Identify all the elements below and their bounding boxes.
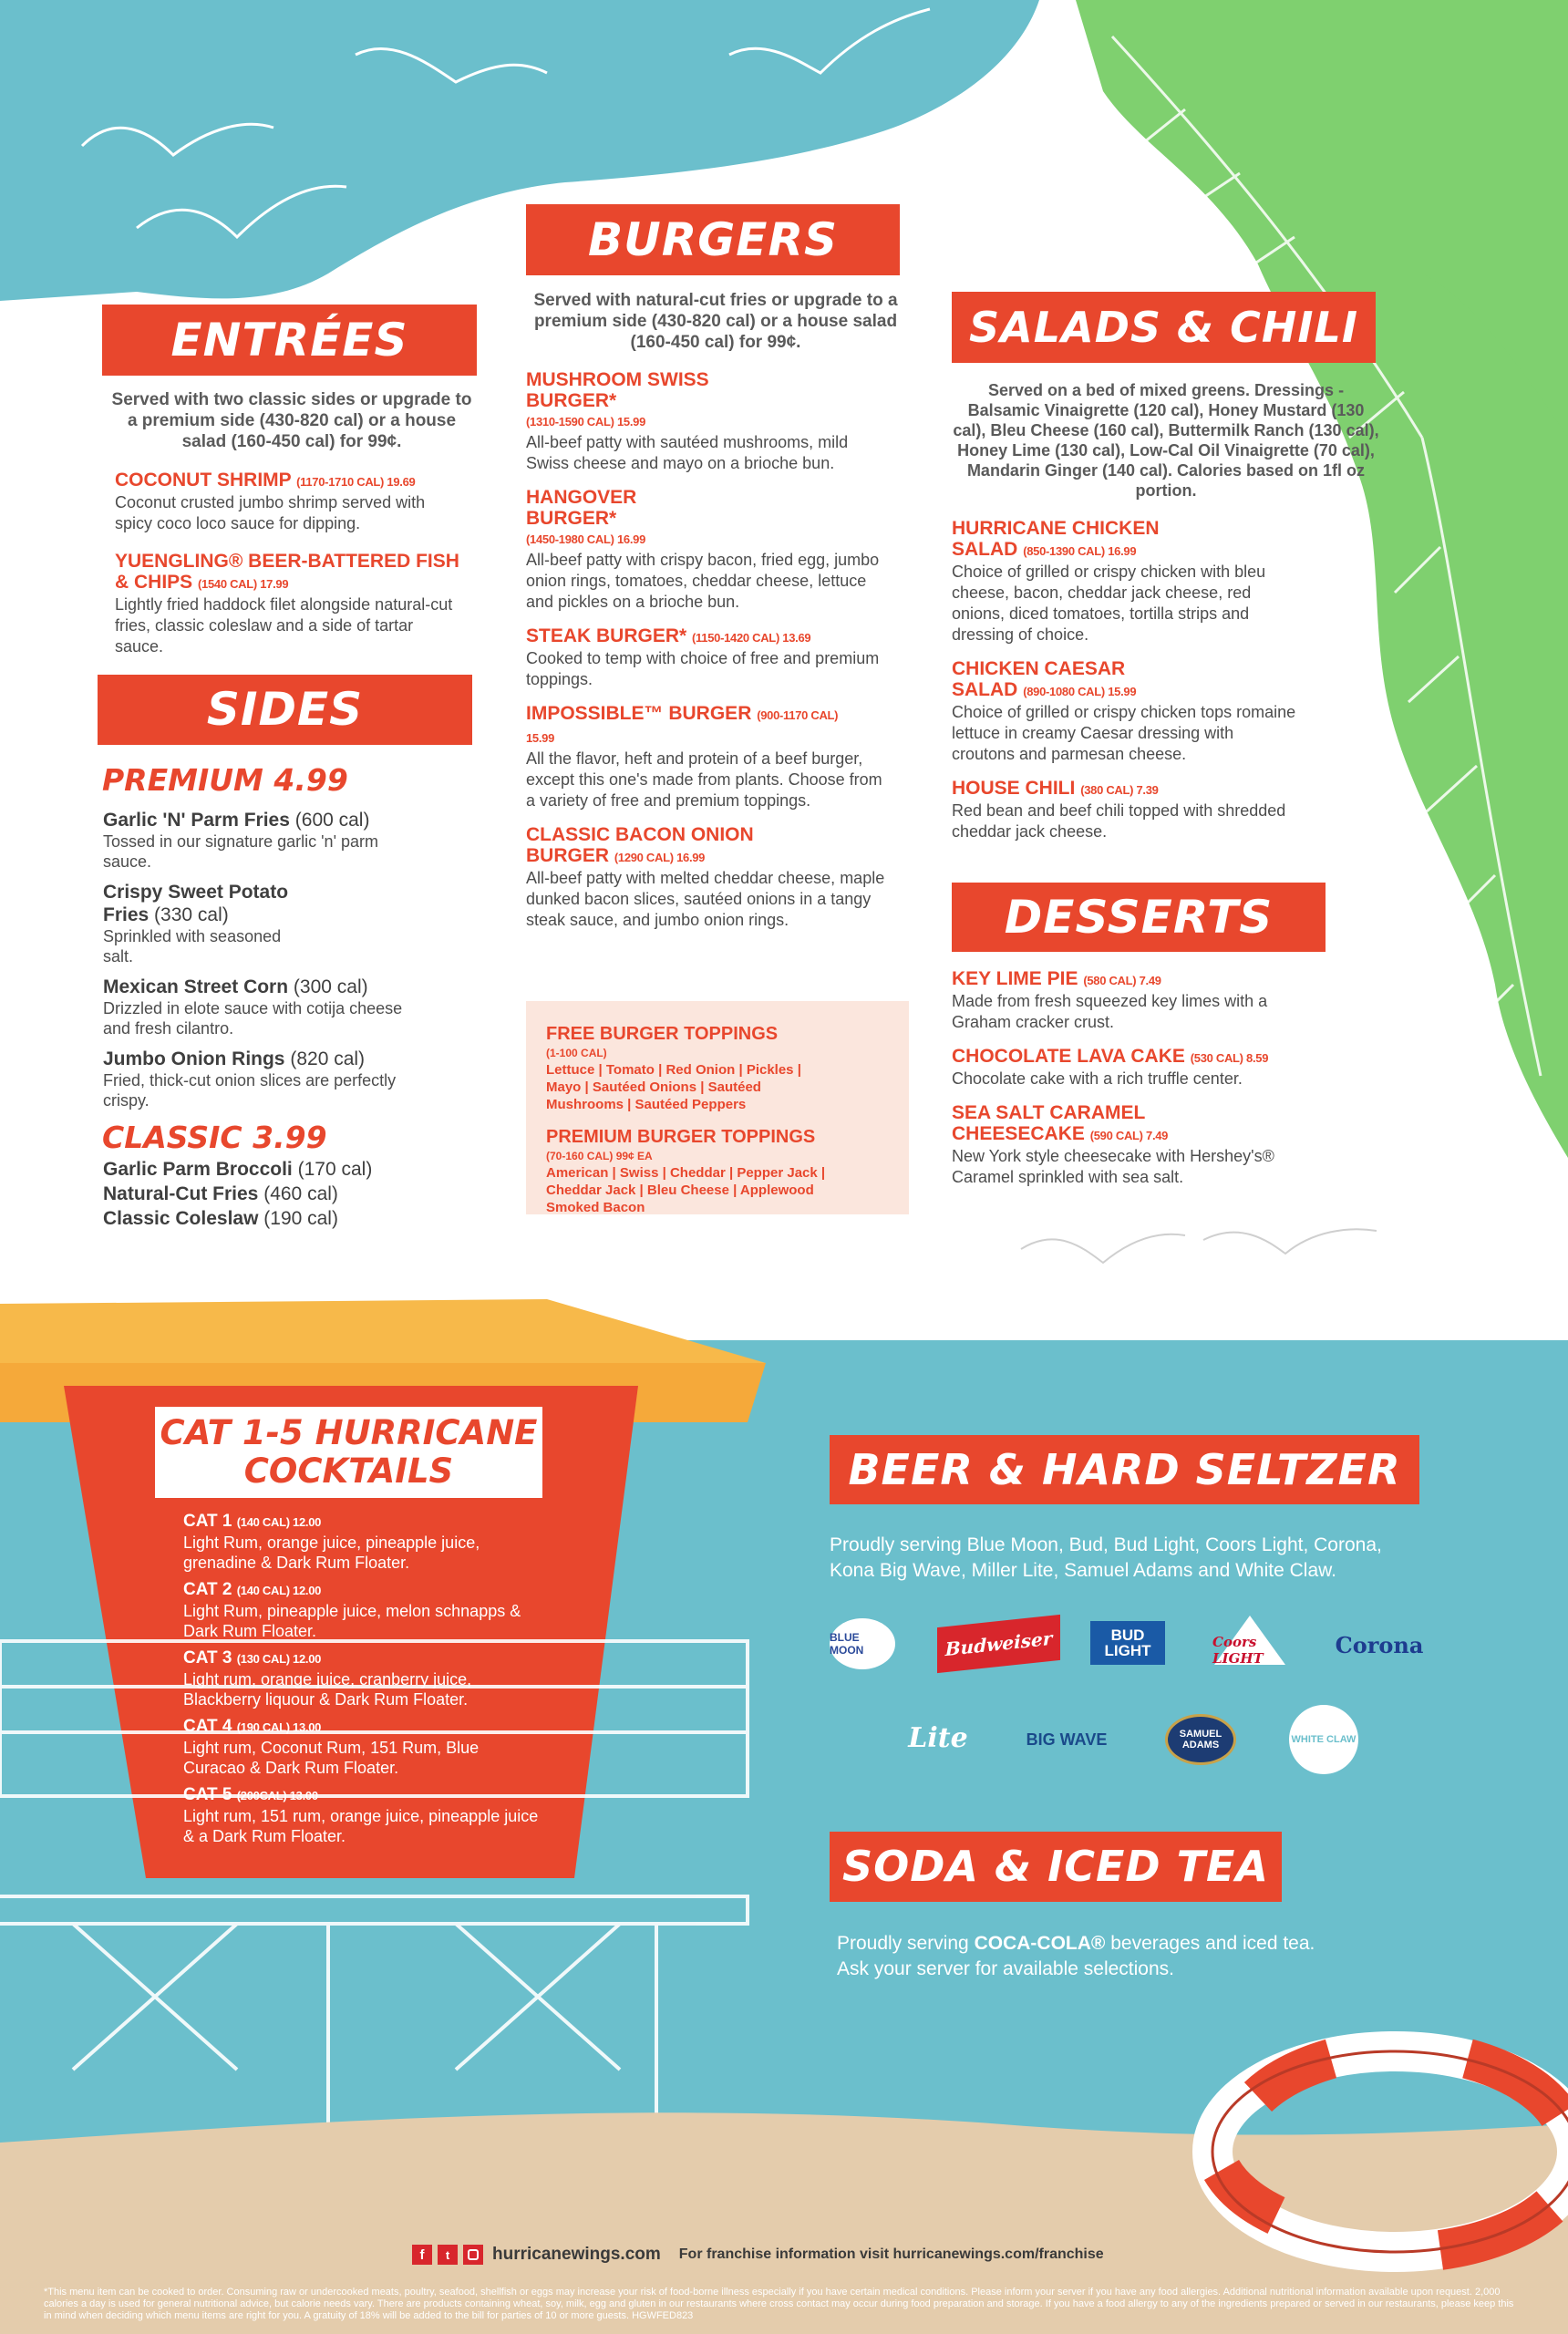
salad-item bbox=[952, 778, 1298, 842]
burgers-header bbox=[526, 204, 900, 275]
dessert-desc: Chocolate cake with a rich truffle center. bbox=[952, 1069, 1243, 1088]
twitter-icon[interactable]: t bbox=[438, 2245, 458, 2265]
burger-desc: All-beef patty with crispy bacon, fried egg, jumbo onion rings, tomatoes, cheddar cheese, lettuce and pickles on a brioche bun. bbox=[526, 551, 880, 611]
burger-cal-price: (1450-1980 CAL) 16.99 bbox=[526, 532, 646, 546]
white-claw-logo: WHITE CLAW bbox=[1289, 1705, 1358, 1774]
cocktail-name: CAT 2 bbox=[183, 1580, 232, 1599]
cocktail-desc: Light Rum, pineapple juice, melon schnapps & Dark Rum Floater. bbox=[183, 1602, 521, 1640]
desserts-header bbox=[952, 883, 1326, 952]
salad-name: CHICKEN CAESAR SALAD bbox=[952, 658, 1126, 700]
free-toppings-list: Lettuce | Tomato | Red Onion | Pickles | Mayo | Sautéed Onions | Sautéed Mushrooms | Sautéed Peppers bbox=[546, 1062, 801, 1112]
side-cal: (170 cal) bbox=[297, 1159, 373, 1180]
cocktail-cal-price: (130 CAL) 12.00 bbox=[236, 1652, 322, 1666]
cocktail-cal-price: (140 CAL) 12.00 bbox=[236, 1515, 322, 1529]
dessert-cal-price: (580 CAL) 7.49 bbox=[1083, 974, 1161, 987]
cocktail-item bbox=[183, 1512, 539, 1573]
burger-item bbox=[526, 487, 891, 613]
sides-classic-list bbox=[103, 1158, 404, 1230]
soda-header bbox=[830, 1832, 1282, 1902]
dessert-item bbox=[952, 1102, 1316, 1188]
cocktail-item bbox=[183, 1717, 539, 1778]
dessert-cal-price: (590 CAL) 7.49 bbox=[1089, 1129, 1169, 1142]
cocktail-item bbox=[183, 1785, 539, 1846]
entree-desc: Coconut crusted jumbo shrimp served with spicy coco loco sauce for dipping. bbox=[115, 493, 426, 532]
salad-list bbox=[952, 518, 1298, 842]
cocktail-name: CAT 5 bbox=[183, 1785, 232, 1804]
burger-cal-price: (1310-1590 CAL) 15.99 bbox=[526, 415, 646, 429]
burger-cal-price: (900-1170 CAL) 15.99 bbox=[526, 708, 839, 745]
dessert-list bbox=[952, 968, 1316, 1188]
side-item bbox=[103, 809, 404, 872]
side-cal: (820 cal) bbox=[290, 1048, 366, 1069]
corona-logo: Corona bbox=[1335, 1631, 1424, 1658]
free-toppings-cal: (1-100 CAL) bbox=[546, 1047, 607, 1059]
soda-intro: Proudly serving COCA-COLA® beverages and iced tea. Ask your server for available selections. bbox=[837, 1933, 1315, 1979]
burgers-title: BURGERS bbox=[588, 213, 838, 266]
burger-item bbox=[526, 625, 891, 690]
tower-roof bbox=[0, 1299, 766, 1363]
cocktail-list bbox=[183, 1512, 539, 1846]
dessert-desc: New York style cheesecake with Hershey's® Caramel sprinkled with sea salt. bbox=[952, 1147, 1274, 1186]
entrees-intro: Served with two classic sides or upgrade to a premium side (430-820 cal) or a house salad (160-450 cal) for 99¢. bbox=[111, 390, 472, 451]
side-name: Garlic 'N' Parm Fries bbox=[103, 810, 290, 831]
sides-classic-label: CLASSIC 3.99 bbox=[102, 1120, 327, 1155]
cocktail-name: CAT 3 bbox=[183, 1648, 232, 1668]
cocktail-desc: Light Rum, orange juice, pineapple juice, grenadine & Dark Rum Floater. bbox=[183, 1534, 480, 1572]
side-item bbox=[103, 1207, 404, 1230]
premium-toppings-cal: (70-160 CAL) 99¢ EA bbox=[546, 1150, 653, 1162]
burger-name: MUSHROOM SWISS BURGER* bbox=[526, 369, 709, 411]
salad-item bbox=[952, 518, 1298, 645]
blue-moon-logo: BLUE MOON bbox=[830, 1618, 895, 1669]
dessert-item bbox=[952, 1046, 1316, 1090]
beer-title: BEER & HARD SELTZER bbox=[848, 1445, 1401, 1494]
entrees-header bbox=[102, 305, 477, 376]
salad-desc: Choice of grilled or crispy chicken tops romaine lettuce in creamy Caesar dressing with croutons and parmesan cheese. bbox=[952, 703, 1296, 763]
side-cal: (190 cal) bbox=[263, 1208, 338, 1229]
burger-list bbox=[526, 369, 891, 931]
entree-name: COCONUT SHRIMP bbox=[115, 470, 292, 491]
side-item bbox=[103, 1182, 404, 1205]
salad-item bbox=[952, 658, 1298, 765]
website-link[interactable]: hurricanewings.com bbox=[492, 2245, 661, 2264]
cocktail-desc: Light rum, orange juice, cranberry juice, Blackberry liquour & Dark Rum Floater. bbox=[183, 1670, 472, 1709]
kona-big-wave-logo: BIG WAVE bbox=[1026, 1730, 1108, 1749]
salads-title: SALADS & CHILI bbox=[969, 303, 1358, 352]
desserts-title: DESSERTS bbox=[1004, 891, 1274, 944]
salads-intro: Served on a bed of mixed greens. Dressings - Balsamic Vinaigrette (120 cal), Honey Mustard (130 cal), Bleu Cheese (160 cal), Buttermilk Ranch (130 cal), Honey Lime (130 cal), Low-Cal Oil Vinaigrette (70 cal), Mandarin Ginger (140 cal). Calories based on 1fl oz portion. bbox=[953, 381, 1379, 500]
side-item bbox=[103, 1158, 404, 1181]
burger-name: CLASSIC BACON ONION BURGER bbox=[526, 824, 754, 866]
burger-desc: All the flavor, heft and protein of a beef burger, except this one's made from plants. Choose from a variety of free and premium toppings. bbox=[526, 749, 882, 810]
dessert-cal-price: (530 CAL) 8.59 bbox=[1190, 1051, 1269, 1065]
side-name: Crispy Sweet Potato Fries bbox=[103, 882, 289, 925]
burger-desc: All-beef patty with melted cheddar cheese, maple dunked bacon slices, sautéed onions in a tangy steak sauce, and jumbo onion rings. bbox=[526, 869, 885, 929]
entree-item bbox=[115, 470, 461, 534]
cocktail-name: CAT 1 bbox=[183, 1512, 232, 1531]
burger-cal-price: (1150-1420 CAL) 13.69 bbox=[692, 631, 811, 645]
side-name: Natural-Cut Fries bbox=[103, 1183, 259, 1204]
cocktail-cal-price: (190 CAL) 13.00 bbox=[236, 1720, 322, 1734]
side-name: Mexican Street Corn bbox=[103, 976, 289, 997]
entree-cal-price: (1540 CAL) 17.99 bbox=[198, 577, 289, 591]
salads-header bbox=[952, 292, 1376, 363]
burger-cal-price: (1290 CAL) 16.99 bbox=[614, 851, 706, 864]
cocktail-cal-price: (140 CAL) 12.00 bbox=[236, 1584, 322, 1597]
instagram-icon[interactable] bbox=[463, 2245, 483, 2265]
budweiser-logo: Budweiser bbox=[937, 1615, 1060, 1673]
side-desc: Fried, thick-cut onion slices are perfectly crispy. bbox=[103, 1071, 397, 1110]
salad-desc: Choice of grilled or crispy chicken with bleu cheese, bacon, cheddar jack cheese, red onions, diced tomatoes, tortilla strips and dressing of choice. bbox=[952, 563, 1266, 644]
burger-name: HANGOVER BURGER* bbox=[526, 487, 637, 529]
salad-name: HURRICANE CHICKEN SALAD bbox=[952, 518, 1160, 560]
dessert-name: CHOCOLATE LAVA CAKE bbox=[952, 1046, 1185, 1067]
beer-header bbox=[830, 1435, 1419, 1504]
burger-desc: All-beef patty with sautéed mushrooms, mild Swiss cheese and mayo on a brioche bun. bbox=[526, 433, 849, 472]
premium-toppings-list: American | Swiss | Cheddar | Pepper Jack | Cheddar Jack | Bleu Cheese | Applewood Smoked Bacon bbox=[546, 1165, 826, 1215]
side-name: Classic Coleslaw bbox=[103, 1208, 259, 1229]
salad-cal-price: (380 CAL) 7.39 bbox=[1080, 783, 1159, 797]
bud-light-logo: BUD LIGHT bbox=[1090, 1621, 1165, 1665]
burger-item bbox=[526, 703, 891, 811]
cocktail-name: CAT 4 bbox=[183, 1717, 232, 1736]
sides-title: SIDES bbox=[206, 683, 364, 736]
coca-cola-brand: COCA-COLA® bbox=[974, 1933, 1106, 1954]
side-cal: (600 cal) bbox=[294, 810, 370, 831]
cocktail-cal-price: (200CAL) 13.00 bbox=[236, 1789, 318, 1802]
burger-item bbox=[526, 824, 891, 931]
free-toppings-title: FREE BURGER TOPPINGS bbox=[546, 1024, 779, 1044]
miller-lite-logo: Lite bbox=[908, 1721, 968, 1754]
coors-light-logo: Coors LIGHT bbox=[1212, 1612, 1287, 1667]
sides-premium-label: PREMIUM 4.99 bbox=[102, 762, 348, 798]
side-cal: (330 cal) bbox=[154, 904, 229, 925]
sides-header bbox=[98, 675, 472, 745]
dessert-item bbox=[952, 968, 1316, 1033]
beer-intro: Proudly serving Blue Moon, Bud, Bud Light, Coors Light, Corona, Kona Big Wave, Miller Lite, Samuel Adams and White Claw. bbox=[830, 1534, 1382, 1581]
burger-toppings-box bbox=[526, 1001, 909, 1214]
salad-desc: Red bean and beef chili topped with shredded cheddar jack cheese. bbox=[952, 801, 1286, 841]
cocktail-desc: Light rum, Coconut Rum, 151 Rum, Blue Curacao & Dark Rum Floater. bbox=[183, 1739, 480, 1777]
side-desc: Sprinkled with seasoned salt. bbox=[103, 927, 282, 966]
soda-title: SODA & ICED TEA bbox=[841, 1842, 1270, 1891]
cocktails-title-line2: COCKTAILS bbox=[243, 1451, 454, 1491]
burger-item bbox=[526, 369, 891, 474]
burger-desc: Cooked to temp with choice of free and premium toppings. bbox=[526, 649, 880, 688]
dessert-name: SEA SALT CARAMEL CHEESECAKE bbox=[952, 1102, 1145, 1144]
franchise-link[interactable]: For franchise information visit hurricanewings.com/franchise bbox=[678, 2246, 1104, 2262]
premium-toppings-title: PREMIUM BURGER TOPPINGS bbox=[546, 1127, 816, 1147]
samuel-adams-logo: SAMUEL ADAMS bbox=[1165, 1714, 1236, 1765]
salad-name: HOUSE CHILI bbox=[952, 778, 1076, 799]
side-item bbox=[103, 1048, 404, 1110]
social-bar bbox=[412, 2243, 1104, 2267]
dessert-name: KEY LIME PIE bbox=[952, 968, 1078, 989]
side-cal: (300 cal) bbox=[293, 976, 368, 997]
burger-name: STEAK BURGER* bbox=[526, 625, 687, 646]
facebook-icon[interactable]: f bbox=[412, 2245, 432, 2265]
side-item bbox=[103, 976, 404, 1038]
sides-premium-list bbox=[103, 809, 404, 1110]
entree-item bbox=[115, 551, 461, 657]
cocktail-item bbox=[183, 1648, 539, 1709]
dessert-desc: Made from fresh squeezed key limes with a Graham cracker crust. bbox=[952, 992, 1268, 1031]
side-name: Jumbo Onion Rings bbox=[103, 1048, 285, 1069]
side-desc: Drizzled in elote sauce with cotija cheese and fresh cilantro. bbox=[103, 999, 403, 1038]
cocktails-title-line1: CAT 1-5 HURRICANE bbox=[160, 1413, 538, 1452]
entree-desc: Lightly fried haddock filet alongside natural-cut fries, classic coleslaw and a side of tartar sauce. bbox=[115, 595, 453, 656]
salad-cal-price: (890-1080 CAL) 15.99 bbox=[1023, 685, 1137, 698]
entree-name: YUENGLING® BEER-BATTERED FISH & CHIPS bbox=[115, 551, 459, 593]
disclaimer: *This menu item can be cooked to order. Consuming raw or undercooked meats, poultry, seafood, shellfish or eggs may increase your risk of food-borne illness especially if you have certain medical conditions. Please inform your server if you have any food allergies. Additional nutritional information available upon request. 2,000 calories a day is used for general nutritional advice, but calorie needs vary. There are products containing wheat, soy, milk, egg and gluten in our restaurants where cross contact may occur during food preparation and storage. If you have a food allergy to any of the ingredients prepared or served in our restaurants, please keep this in mind when deciding which menu items are right for you. A gratuity of 18% will be added to the bill for parties of 10 or more guests. HGWFED823 bbox=[44, 2287, 1514, 2321]
entrees-title: ENTRÉES bbox=[170, 314, 408, 367]
cocktail-desc: Light rum, 151 rum, orange juice, pineapple juice & a Dark Rum Floater. bbox=[183, 1807, 539, 1845]
side-cal: (460 cal) bbox=[263, 1183, 338, 1204]
burgers-intro: Served with natural-cut fries or upgrade to a premium side (430-820 cal) or a house salad (160-450 cal) for 99¢. bbox=[533, 291, 898, 352]
salad-cal-price: (850-1390 CAL) 16.99 bbox=[1023, 544, 1137, 558]
side-desc: Tossed in our signature garlic 'n' parm sauce. bbox=[103, 832, 379, 871]
cocktail-item bbox=[183, 1580, 539, 1641]
cocktails-header bbox=[155, 1407, 542, 1498]
burger-name: IMPOSSIBLE™ BURGER bbox=[526, 703, 752, 724]
side-item bbox=[103, 881, 313, 966]
side-name: Garlic Parm Broccoli bbox=[103, 1159, 293, 1180]
entree-cal-price: (1170-1710 CAL) 19.69 bbox=[296, 475, 416, 489]
